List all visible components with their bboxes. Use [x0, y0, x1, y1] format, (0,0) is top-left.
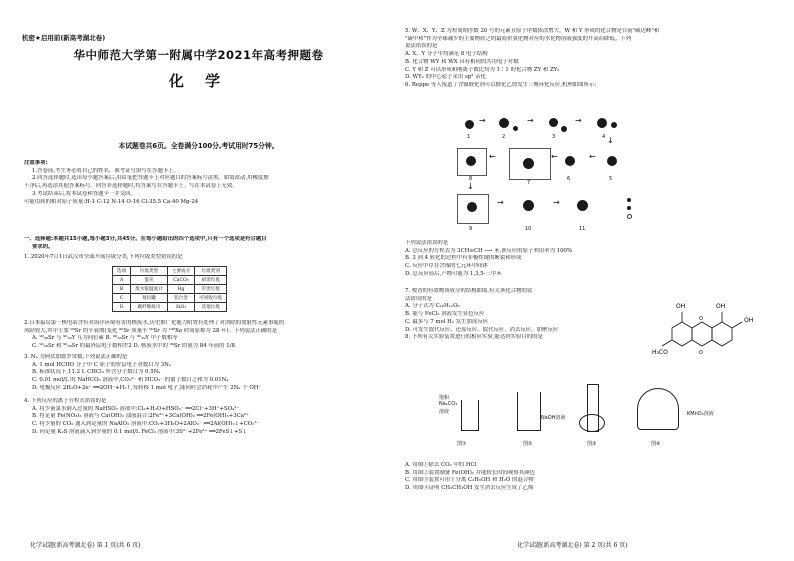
molecule-5 [607, 156, 617, 166]
struct-label-oh: OH [676, 303, 686, 310]
molecule-3 [549, 118, 558, 127]
legend-atom [627, 214, 632, 219]
q8-option: C. 用图③装置可用于分离 C₂H₅OH 和 H₂O 的混合物 [405, 477, 534, 484]
q5-line: 5. W、X、Y、Z 为短周期序数 20 号的元素且原子序数依次增大。W 和 Y 形成的化合物是目前"碳达峰"和 [405, 28, 660, 34]
notes-heading: 注意事项: [24, 160, 48, 166]
fig-label: 4 [602, 134, 606, 140]
q3-stem: 3. Nₐ 为阿伏加德罗常数,下列说法正确的是 [24, 354, 128, 360]
struct-label-oh: OH [716, 303, 726, 310]
right-page [397, 0, 794, 561]
mechanism-figure [457, 112, 677, 242]
arrow-icon: → [497, 198, 504, 207]
fig-label: 2 [502, 134, 506, 140]
fig-label: 图④ [651, 441, 661, 447]
q7-line: 7. 桉香的有效物质成分的结构如图,有关该化合物的说 [405, 288, 533, 294]
q7-option: C. 最多与 7 mol H₂ 发生加成反应 [405, 318, 489, 325]
q4-option: D. 向足量 K₂S 溶液滴入到少量的 0.1 mol/L FeCl₃ 溶液中:3S²⁻+2Fe³⁺ ══2FeS↓+S↓ [32, 428, 247, 435]
q3-option: A. 1 mol HCHO 分子中 C 原子的价层电子对数目为 3Nₐ [32, 361, 171, 368]
table-cell: CaCO₃ [167, 276, 194, 285]
exam-title: 华中师范大学第一附属中学2021年高考押题卷 [73, 48, 324, 62]
molecule-2 [499, 118, 509, 128]
table-cell: D [113, 303, 131, 312]
fig-label: 图③ [587, 441, 597, 447]
q4-option: B. 将足量 Fe(NO₃)₃ 溶液与 Ca(OH)₂ 浊液混合:2Fe³⁺+3Ca(OH)₂ ══2Fe(OH)₃+3Ca²⁺ [32, 413, 249, 420]
fig-label: 3 [552, 134, 556, 140]
molecule-4 [597, 118, 607, 128]
q3-option: C. 0.01 mol/L 的 NaHCO₃ 溶液中,CO₃²⁻ 和 HCO₃⁻ 的离子数目之和为 0.01Nₐ [32, 377, 229, 384]
fig-label: 9 [469, 226, 473, 232]
fig-label: Na₂CO₃ [439, 401, 458, 407]
fig-label: 图① [457, 441, 467, 447]
q7-option: D. 可发生取代反应、还原反应、取代反应、消去反应、加聚反应 [405, 326, 559, 333]
question-6-options [405, 240, 780, 279]
atomic-mass-line: 可能用到的相对原子质量:H-1 C-12 N-14 O-16 Cl-35.5 Ca-40 Mg-24 [24, 198, 199, 205]
question-1 [24, 254, 385, 262]
table-cell: A [113, 276, 131, 285]
table-cell: Hg [167, 285, 194, 294]
ring-b [712, 322, 732, 346]
fig-label: KMnO₄溶液 [687, 411, 714, 417]
apparatus-figure [437, 380, 737, 458]
q8-option: A. 用图①除去 CO₂ 中的 HCl [405, 462, 477, 468]
q4-option: A. 将少量氯水倒入过量的 NaHSO₃ 溶液中:Cl₂+H₂O+HSO₃⁻ ══2Cl⁻+3H⁺+SO₄²⁻ [32, 405, 240, 412]
footer-right: 化学试题(新高考湖北卷) 第 2 页(共 6 页) [517, 542, 628, 549]
arrow-icon: → [527, 116, 534, 125]
q8-option: B. 用图②装置制备 Fe(OH)₂ 并能较长时间观察其颜色 [405, 469, 535, 476]
legend-atom [627, 198, 631, 202]
question-5 [405, 28, 780, 90]
reaction-flask [637, 388, 679, 430]
molecule-10 [523, 200, 534, 211]
q6-line: 下列说法错误的是 [405, 240, 449, 246]
fig-label: 溶液 [439, 409, 450, 415]
fig-label: NaOH溶液 [541, 415, 566, 421]
q5-option: C. Y 和 Z 可以形成和刚离子数比均为 1∶1 的化合物 ZY 和 ZY₂ [405, 66, 560, 73]
fig-label: 饱和 [439, 395, 450, 401]
notes-line: 干净后,再选涂其他答案标号。回答非选择题时,将答案写在答题卡上。写在本试卷上无效。 [24, 183, 238, 190]
arrow-icon: ← [589, 152, 596, 161]
question-7 [405, 288, 625, 342]
question-8-options [405, 462, 780, 493]
q7-option: A. 分子式为 C₁₆H₁₂O₆ [405, 303, 460, 310]
footer-left: 化学试题(新高考湖北卷) 第 1 页(共 6 页) [30, 542, 141, 549]
test-tube-apparatus [517, 392, 541, 431]
table-cell: B [113, 285, 131, 294]
table-header: 垃圾类别 [195, 267, 227, 276]
q6-stem: 6. Reppe 等人报道了含镍催化剂可以催化乙炔发生三聚环化反应,机理如图所示: [405, 81, 597, 88]
molecule-1 [465, 120, 474, 129]
table-row [113, 285, 227, 294]
q1-stem: 1. 2020年7月1日武汉市全面开展垃圾分类,下列垃圾类型错误的是 [24, 254, 183, 260]
legend-atom [627, 206, 631, 210]
notes-section [24, 160, 385, 206]
table-header: 主要成分 [167, 267, 194, 276]
table-row [113, 303, 227, 312]
molecule-7 [523, 158, 534, 169]
table-cell: C [113, 294, 131, 303]
q5-option: B. 化合物 WY 和 WX 具有相同的共用电子对数 [405, 58, 519, 65]
q3-option: D. 电极反应 2H₂O+2e⁻ ══2OH⁻+H₂↑,每转移 1 mol 电子,能同时会消耗中产生 2Nₐ 个 OH⁻ [32, 384, 262, 391]
question-2 [24, 320, 385, 351]
q8-stem: 8. 下列有关实验装置进行的相应实验,能达到实验目的的是 [405, 334, 543, 341]
arrow-icon: → [479, 116, 486, 125]
q4-stem: 4. 下列反应的离子方程式错误的是 [24, 398, 107, 404]
q2-line: 2.日本福岛第一核电站含有对海洋环境有害的核废水,历史推广化能力附置有处理了对消除的放射性元素事能的 [24, 320, 285, 326]
fig-label: 11 [579, 226, 586, 232]
fig-label: 图② [523, 441, 533, 447]
garbage-table [112, 266, 227, 312]
question-4 [24, 398, 385, 437]
round-flask [579, 414, 605, 432]
notes-line: 2.回答选择题时,选出每小题答案后,用铅笔把答题卡上对应题目的答案标号涂黑。如需改动,用橡皮擦 [32, 175, 269, 182]
q2-option: C. ⁹⁰₃₈Sr 和 ⁹⁰₃₈Sr 的最外层电子数相差2 D. 核废水中的 ⁹⁰Sr 的量为 84 年前的 1/8 [32, 343, 235, 350]
section-one-heading [24, 236, 385, 251]
q5-line: 说法错误的是 [405, 43, 438, 50]
notes-line: 3.考试结束后,将本试卷和答题卡一并交回。 [32, 190, 136, 197]
arrow-icon: ← [551, 152, 558, 161]
table-cell: 铝合金 [167, 294, 194, 303]
fig-label: 1 [467, 134, 471, 140]
q5-option: D. WY₂ 的中心原子采用 sp² 杂化 [405, 74, 486, 81]
q6-option: B. 3 到 4 转化的过程中有非极性键的断裂和形成 [405, 255, 522, 262]
arrow-icon: → [575, 116, 582, 125]
table-header-row [113, 267, 227, 276]
notes-line: 1.答卷前,考生务必将自己的姓名、准考证号填写在答题卡上。 [32, 167, 180, 174]
table-cell: 蛋壳 [131, 276, 168, 285]
table-header: 选项 [113, 267, 131, 276]
struct-label-o: O [699, 316, 703, 322]
molecule-9 [467, 202, 477, 212]
table-row [113, 294, 227, 303]
q4-option: C. 将少量的 CO₂ 通入到足量的 NaAlO₂ 溶液中:CO₂+3H₂O+2AlO₂⁻ ══2Al(OH)₃↓+CO₃²⁻ [32, 421, 260, 428]
q6-option: A. 总反应的方程式为 3CH≡CH ─→ 苯,该反应的原子利用率为 100% [405, 247, 573, 254]
molecule-4-atom [611, 122, 617, 128]
fig-label: 7 [527, 180, 531, 186]
q2-option: A. ⁹⁰₃₈Sr 与 ⁹⁰₃₉Y 互为同位素 B. ⁹⁰₃₈Sr 与 ⁹⁰₃₉Y 中子数相等 [32, 335, 178, 342]
q5-option: A. X、Y 分子中均满足 8 电子结构 [405, 51, 488, 58]
flavonoid-structure [652, 288, 762, 358]
table-cell: 厨余垃圾 [195, 276, 227, 285]
table-cell: 可回收垃圾 [195, 294, 227, 303]
q2-line: 风险较大,其中主要 ⁹⁰Sr 的半衰期(变化 ⁹⁰Sr 质量半 ⁹⁰Sr 为 ¹⁴⁰Xe 时间原称为 28 年)。下列说法正确的是 [24, 327, 278, 334]
question-3 [24, 354, 385, 393]
table-cell: SiO₂ [167, 303, 194, 312]
q6-option: D. 总反应前后,产物可能为 1,3,5-三甲苯 [405, 270, 502, 277]
table-header: 垃圾类型 [131, 267, 168, 276]
fig-label: 8 [469, 176, 473, 182]
arrow-icon: → [553, 198, 560, 207]
ring-a [672, 322, 692, 346]
arrow-icon: ↓ [607, 136, 614, 145]
table-row [113, 276, 227, 285]
molecule-6 [565, 156, 575, 166]
struct-label-och3: H₃CO [652, 349, 668, 356]
fig-label: 5 [609, 176, 613, 182]
arrow-icon: ↓ [467, 182, 474, 191]
secret-label: 机密★启用前(新高考湖北卷) [22, 34, 106, 42]
q6-option: C. 反应中存在含镍的七元环中间体 [405, 263, 488, 270]
q8-option: D. 用图④证明 CH₃CH₂OH 发生消去反应生成了乙烯 [405, 485, 534, 492]
gas-wash-bottle [461, 400, 479, 431]
q7-option: B. 能与 FeCl₃ 溶液发生显色反应 [405, 311, 485, 318]
fig-label: 10 [525, 226, 532, 232]
subject-title: 化 学 [168, 72, 229, 90]
arrow-icon: ← [489, 152, 496, 161]
struct-label-o: O [699, 350, 703, 356]
q3-option: B. 标准状况下,11.2 L CHCl₃ 所含分子数目为 0.5Nₐ [32, 369, 161, 376]
ring-c [692, 322, 712, 346]
exam-info: 本试题卷共6页。全卷满分100分,考试用时75分钟。 [118, 142, 279, 150]
table-cell: 碳纤维纸巾 [131, 303, 168, 312]
molecule-8 [466, 156, 476, 166]
table-cell: 废水银温度计 [131, 285, 168, 294]
molecule-11 [577, 200, 588, 211]
section-one-line: 要求的。 [32, 243, 54, 250]
struct-label-oh: OH [744, 317, 754, 324]
molecule-3-atom [561, 126, 567, 132]
table-cell: 易拉罐 [131, 294, 168, 303]
q5-line: "碳中和"作为全球减少的主要物质之的最简价氢化物对应的水化物溶液强度的升高而降低。下列 [405, 35, 631, 42]
table-cell: 其他垃圾 [195, 303, 227, 312]
fig-label: 6 [567, 176, 571, 182]
q7-line: 法错误的是 [405, 295, 432, 302]
molecule-2-atom [513, 126, 518, 131]
table-cell: 有害垃圾 [195, 285, 227, 294]
section-one-line: 一、选择题:本题共15小题,每小题3分,共45分。在每小题给出的四个选项中,只有一个选项是符合题目 [24, 236, 267, 242]
